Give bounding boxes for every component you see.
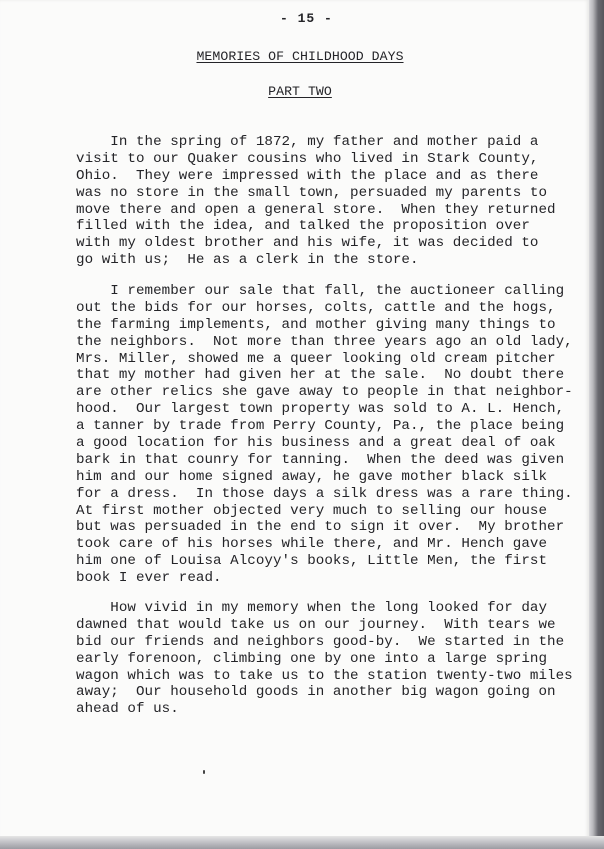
section-heading: PART TWO	[268, 84, 332, 99]
text-line: him one of Louisa Alcoyy's books, Little Men, the first	[76, 553, 548, 570]
text-line: move there and open a general store. When they returned	[76, 201, 556, 218]
text-line: wagon which was to take us to the station twenty-two miles	[76, 667, 573, 684]
text-line: the neighbors. Not more than three years ago an old lady,	[76, 333, 573, 350]
page-bottom-edge	[0, 836, 604, 849]
text-line: filled with the idea, and talked the proposition over	[76, 218, 530, 235]
document-title: MEMORIES OF CHILDHOOD DAYS	[196, 49, 404, 64]
text-line: out the bids for our horses, colts, cattle and the hogs,	[76, 299, 556, 316]
text-line: took care of his horses while there, and Mr. Hench gave	[76, 536, 548, 553]
page-edge-shadow	[589, 0, 604, 849]
text-line: In the spring of 1872, my father and mother paid a	[76, 134, 539, 150]
text-line: with my oldest brother and his wife, it was decided to	[76, 235, 539, 252]
text-line: bid our friends and neighbors good-by. We started in the	[76, 633, 565, 650]
text-line: are other relics she gave away to people in that neighbor-	[76, 384, 573, 401]
text-line: How vivid in my memory when the long looked for day	[76, 600, 548, 616]
text-line: book I ever read.	[76, 570, 222, 587]
text-line: the farming implements, and mother giving many things to	[76, 316, 556, 333]
paragraph-3	[76, 600, 581, 718]
paragraph-2	[76, 283, 581, 587]
paragraph-1	[76, 134, 581, 269]
text-line: I remember our sale that fall, the auctioneer calling	[76, 283, 565, 299]
text-line: a tanner by trade from Perry County, Pa., the place being	[76, 418, 565, 435]
text-line: was no store in the small town, persuaded my parents to	[76, 184, 548, 201]
text-line: ahead of us.	[76, 701, 179, 718]
page-number: - 15 -	[280, 11, 333, 26]
text-line: Ohio. They were impressed with the place and as there	[76, 167, 539, 184]
text-line: early forenoon, climbing one by one into a large spring	[76, 650, 548, 667]
text-line: a good location for his business and a great deal of oak	[76, 435, 556, 452]
ink-speck	[203, 770, 205, 774]
text-line: for a dress. In those days a silk dress was a rare thing.	[76, 485, 573, 502]
text-line: away; Our household goods in another big wagon going on	[76, 684, 556, 701]
text-line: Mrs. Miller, showed me a queer looking old cream pitcher	[76, 350, 556, 367]
text-line: but was persuaded in the end to sign it over. My brother	[76, 519, 565, 536]
text-line: At first mother objected very much to selling our house	[76, 502, 548, 519]
text-line: hood. Our largest town property was sold to A. L. Hench,	[76, 401, 565, 418]
text-line: dawned that would take us on our journey. With tears we	[76, 616, 556, 633]
text-line: that my mother had given her at the sale. No doubt there	[76, 367, 565, 384]
text-line: go with us; He as a clerk in the store.	[76, 252, 419, 269]
text-line: him and our home signed away, he gave mother black silk	[76, 468, 548, 485]
text-line: bark in that counry for tanning. When the deed was given	[76, 451, 565, 468]
text-line: visit to our Quaker cousins who lived in Stark County,	[76, 150, 539, 167]
